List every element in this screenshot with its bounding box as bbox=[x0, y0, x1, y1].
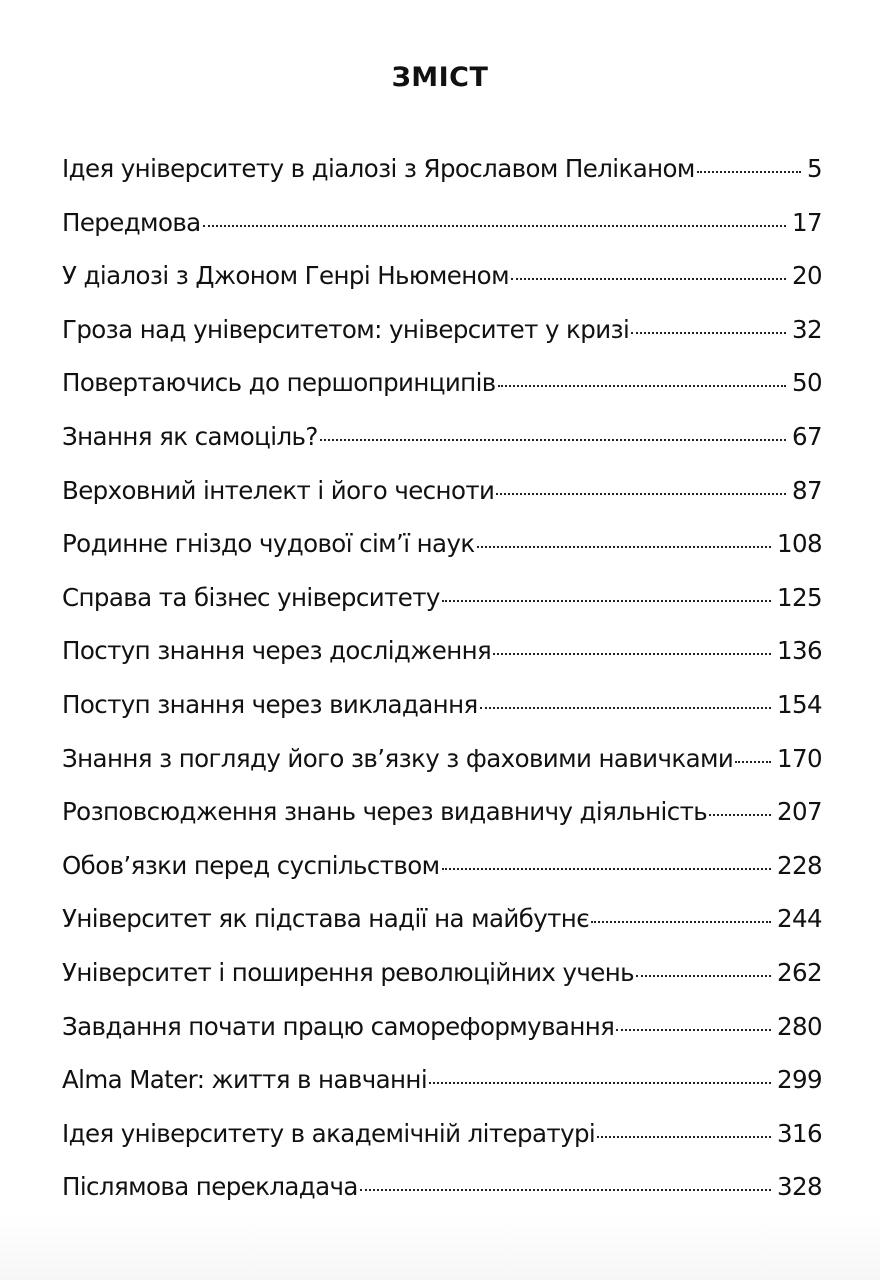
toc-entry bbox=[62, 517, 822, 571]
toc-entry bbox=[62, 892, 822, 946]
toc-entry-page: 5 bbox=[807, 154, 822, 183]
toc-entry-page: 108 bbox=[777, 529, 822, 559]
toc-leader-dots bbox=[442, 868, 771, 870]
toc-entry bbox=[62, 571, 822, 625]
toc-entry-title: Післямова перекладача bbox=[62, 1172, 358, 1202]
toc-entry-page: 87 bbox=[792, 475, 822, 505]
toc-entry-title: Завдання почати працю самореформування bbox=[62, 1011, 615, 1041]
toc-entry bbox=[62, 946, 822, 1000]
page-bottom-shadow bbox=[0, 1210, 880, 1280]
toc-entry-page: 328 bbox=[777, 1172, 822, 1202]
toc-entry-page: 228 bbox=[777, 850, 822, 880]
toc-entry-title: Повертаючись до першопринципів bbox=[62, 368, 496, 398]
toc-entry-page: 316 bbox=[777, 1118, 822, 1148]
toc-entry-title: Родинне гніздо чудової сім’ї наук bbox=[62, 529, 475, 559]
toc-entry-page: 280 bbox=[777, 1011, 822, 1041]
toc-entry-title: Університет і поширення революційних учень bbox=[62, 957, 635, 987]
toc-entry-page: 244 bbox=[777, 904, 822, 934]
toc-entry bbox=[62, 303, 822, 357]
toc-entry-title: Справа та бізнес університету bbox=[62, 582, 440, 612]
toc-entry-title: Ідея університету в академічній літературі bbox=[62, 1118, 596, 1148]
toc-entry bbox=[62, 785, 822, 839]
toc-entry-page: 299 bbox=[777, 1065, 822, 1095]
toc-entry bbox=[62, 356, 822, 410]
toc-leader-dots bbox=[477, 546, 771, 548]
toc-entry-title: Поступ знання через дослідження bbox=[62, 636, 492, 666]
table-of-contents bbox=[62, 142, 822, 1214]
toc-leader-dots bbox=[493, 653, 771, 655]
toc-leader-dots bbox=[496, 493, 786, 495]
toc-leader-dots bbox=[429, 1082, 771, 1084]
toc-entry-title: Передмова bbox=[62, 207, 201, 237]
toc-entry-page: 17 bbox=[792, 207, 822, 237]
toc-entry-title: Університет як підстава надії на майбутнє bbox=[62, 904, 590, 934]
toc-entry bbox=[62, 732, 822, 786]
toc-entry-title: Верховний інтелект і його чесноти bbox=[62, 475, 495, 505]
toc-entry bbox=[62, 464, 822, 518]
toc-leader-dots bbox=[735, 761, 771, 763]
toc-entry bbox=[62, 1107, 822, 1161]
toc-leader-dots bbox=[480, 707, 771, 709]
toc-leader-dots bbox=[636, 975, 771, 977]
toc-entry-title: Alma Mater: життя в навчанні bbox=[62, 1065, 428, 1095]
toc-entry-page: 32 bbox=[792, 314, 822, 344]
toc-entry-title: Гроза над університетом: університет у кризі bbox=[62, 314, 630, 344]
toc-entry-title: Ідея університету в діалозі з Ярославом Пеліканом bbox=[62, 154, 695, 183]
toc-entry bbox=[62, 1000, 822, 1054]
toc-entry bbox=[62, 624, 822, 678]
page-title: ЗМІСТ bbox=[391, 62, 489, 94]
toc-leader-dots bbox=[498, 385, 786, 387]
toc-leader-dots bbox=[442, 600, 771, 602]
toc-entry-page: 154 bbox=[777, 689, 822, 719]
toc-entry bbox=[62, 678, 822, 732]
toc-entry-page: 125 bbox=[777, 582, 822, 612]
toc-entry bbox=[62, 410, 822, 464]
toc-entry-title: Розповсюдження знань через видавничу діяльність bbox=[62, 797, 708, 827]
toc-leader-dots bbox=[203, 225, 786, 227]
toc-leader-dots bbox=[511, 278, 786, 280]
toc-leader-dots bbox=[320, 439, 786, 441]
toc-leader-dots bbox=[631, 332, 786, 334]
toc-entry-page: 67 bbox=[792, 421, 822, 451]
toc-entry-title: У діалозі з Джоном Генрі Ньюменом bbox=[62, 261, 509, 291]
toc-entry-page: 136 bbox=[777, 636, 822, 666]
toc-leader-dots bbox=[597, 1136, 771, 1138]
toc-entry bbox=[62, 1053, 822, 1107]
toc-entry-title: Поступ знання через викладання bbox=[62, 689, 478, 719]
toc-leader-dots bbox=[591, 921, 771, 923]
toc-entry-title: Знання з погляду його зв’язку з фаховими навичками bbox=[62, 743, 734, 773]
toc-entry-page: 170 bbox=[777, 743, 822, 773]
toc-entry-page: 207 bbox=[777, 797, 822, 827]
toc-entry bbox=[62, 839, 822, 893]
toc-leader-dots bbox=[616, 1029, 771, 1031]
toc-entry-title: Знання як самоціль? bbox=[62, 421, 318, 451]
toc-entry bbox=[62, 1160, 822, 1214]
toc-leader-dots bbox=[709, 814, 771, 816]
toc-entry-page: 50 bbox=[792, 368, 822, 398]
toc-entry bbox=[62, 142, 822, 196]
toc-entry-page: 262 bbox=[777, 957, 822, 987]
toc-leader-dots bbox=[360, 1189, 771, 1191]
toc-entry-page: 20 bbox=[792, 261, 822, 291]
toc-entry bbox=[62, 196, 822, 250]
toc-leader-dots bbox=[697, 171, 801, 173]
toc-entry bbox=[62, 249, 822, 303]
toc-entry-title: Обов’язки перед суспільством bbox=[62, 850, 440, 880]
